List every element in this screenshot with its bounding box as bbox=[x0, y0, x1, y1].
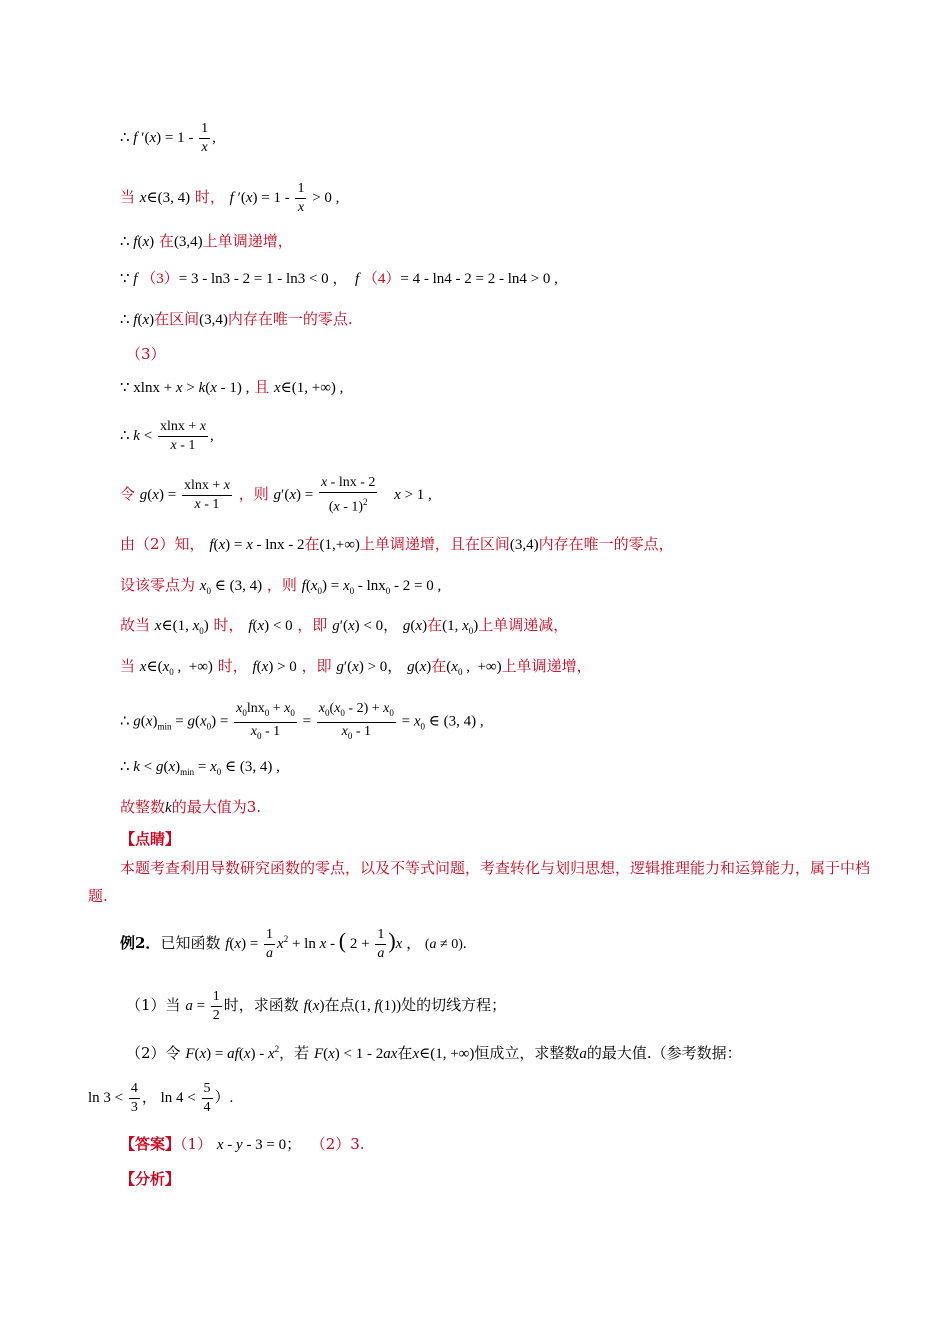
q2-let: （2）令 bbox=[126, 1044, 181, 1062]
q1-tangent: 处的切线方程； bbox=[401, 995, 507, 1014]
text-zai-2: 在 bbox=[304, 535, 320, 553]
text-zai-4: 在 bbox=[431, 657, 447, 675]
interval-1-inf: (1,+∞) bbox=[319, 537, 360, 553]
q2-if: ，若 bbox=[279, 1044, 310, 1062]
text-so-when: 故当 bbox=[120, 616, 151, 634]
dianjing-label: 【点睛】 bbox=[120, 830, 181, 848]
text-unique-zero: 内存在唯一的零点. bbox=[227, 310, 353, 328]
text-max-value: 的最大值为3. bbox=[171, 798, 261, 816]
interval-34-c: (3,4) bbox=[509, 537, 539, 553]
decreasing-line: 故当 x∈(1, $x_0$) 时， f(x) < 0 ，即 g′(x) < 0， g(x)在(1, $x_0$)上单调递减， bbox=[120, 616, 569, 636]
text-decreasing: 上单调递减， bbox=[478, 616, 569, 634]
k-conclusion-line: ∴ $k < g(x)_{min} = x_0$ ∈ (3, 4) , bbox=[120, 759, 280, 777]
text-increasing-2: 上单调递增， bbox=[501, 657, 592, 675]
text-set-zero: 设该零点为 bbox=[120, 576, 196, 594]
text-then-2: ，则 bbox=[266, 576, 297, 594]
increasing-line-2: 当 $x\in(x_0$ , +∞) 时， f(x) > 0 ，即 g′(x) > 0， g(x)在($x_0$ , +∞)上单调递增， bbox=[120, 657, 592, 677]
k-bound-line: ∴ k < $\frac{xlnx + x}{x - 1}$ , bbox=[120, 419, 214, 453]
text-increasing: 上单调递增， bbox=[202, 232, 293, 250]
analysis-label: 【分析】 bbox=[120, 1170, 181, 1188]
example-2-line: 例2．已知函数 f(x) = $\frac{1}{a}$ $x^2 + \ln x$ - ( 2 + $\frac{1}{a}$ )x ， (a ≠ 0). bbox=[120, 927, 467, 961]
zero-point-line: 设该零点为 $x_0$ ∈ (3, 4) ，则 $f(x_0) = x_0 - \ln x_0 - 2 = 0$ , bbox=[120, 576, 442, 596]
text-so-integer: 故整数 bbox=[120, 798, 166, 816]
q2-var-a: a bbox=[579, 1046, 587, 1062]
text-zai-3: 在 bbox=[427, 616, 443, 634]
unique-zero-line: ∴ f(x)在区间(3,4)内存在唯一的零点. bbox=[120, 310, 353, 328]
increasing-line: ∴ f(x) 在(3,4)上单调递增， bbox=[120, 232, 293, 250]
values-line: ∵ f （3）= 3 - ln3 - 2 = 1 - ln3 < 0 ， f （4）= 4 - ln4 - 2 = 2 - ln4 > 0 , bbox=[120, 271, 558, 287]
var-k: k bbox=[165, 800, 172, 816]
text-ie: ，即 bbox=[297, 616, 328, 634]
part-3-label: （3） bbox=[126, 345, 166, 363]
text-then: ，则 bbox=[238, 484, 269, 503]
q1-when: （1）当 bbox=[126, 995, 181, 1014]
derivative-line: ∴ f ′(x) = 1 - $\frac{1}{x}$ , bbox=[120, 121, 216, 155]
reference-data-line: ln 3 < $\frac{4}{3}$ ， ln 4 < $\frac{5}{4}$ ）. bbox=[88, 1081, 234, 1115]
dianjing-text: 本题考查利用导数研究函数的零点，以及不等式问题，考查转化与划归思想，逻辑推理能力和运算能力，属于中档题. bbox=[88, 859, 871, 905]
text-inc-and-interval: 上单调递增，且在区间 bbox=[359, 535, 510, 553]
answer-line: 【答案】（1） x - y - 3 = 0； （2）3. bbox=[120, 1135, 365, 1153]
text-unique-zero-2: 内存在唯一的零点， bbox=[538, 535, 674, 553]
from-part2-line: 由（2）知， f(x) = x - lnx - 2在(1,+∞)上单调递增，且在区间(3,4)内存在唯一的零点， bbox=[120, 535, 674, 553]
text-interval: 在区间 bbox=[154, 310, 200, 328]
interval-derivative-line: 当 x∈(3, 4) 时， f ′(x) = 1 - $\frac{1}{x}$ > 0 , bbox=[120, 181, 340, 215]
arg-4: （4） bbox=[362, 271, 401, 287]
question-2-line: （2）令 $F(x) = af(x) - x^2$，若 F(x) < 1 - 2ax在x∈(1, +∞)恒成立，求整数a的最大值.（参考数据： bbox=[126, 1044, 742, 1062]
text-time-2: 时， bbox=[213, 616, 244, 634]
example-2-label: 例2． bbox=[120, 933, 161, 952]
q2-always: 恒成立，求整数 bbox=[474, 1044, 580, 1062]
g-min-line: ∴ $g(x)_{min} = g(x_0)$ = $\frac{x_0\ln x_0 + x_0}{x_0 - 1}$ = $\frac{x_0(x_0 - 2) + x_0}{x_0 - 1}$ = $x_0$ ∈ (3, 4) , bbox=[120, 701, 484, 741]
interval-34: (3,4) bbox=[173, 234, 203, 250]
text-time-3: 时， bbox=[217, 657, 248, 675]
q1-at-point: 在点 bbox=[324, 995, 355, 1014]
text-ie-2: ，即 bbox=[301, 657, 332, 675]
answer-label: 【答案】 bbox=[120, 1135, 181, 1153]
arg-3: （3） bbox=[141, 271, 179, 287]
text-when-2: 当 bbox=[120, 657, 136, 675]
q1-find: 时，求函数 bbox=[223, 995, 299, 1014]
text-and: 且 bbox=[254, 378, 270, 396]
text-when: 当 bbox=[120, 187, 136, 206]
final-answer-line bbox=[120, 796, 890, 819]
text-from-2: 由（2）知， bbox=[120, 535, 205, 553]
text-let: 令 bbox=[120, 484, 136, 503]
text-time: 时， bbox=[194, 187, 225, 206]
example-2-intro: 已知函数 bbox=[160, 933, 221, 952]
text-zai: 在 bbox=[158, 232, 174, 250]
inequality-line: ∵ xlnx + x > k(x - 1) , 且 x∈(1, +∞) , bbox=[120, 378, 344, 396]
question-1-line: （1）当 a = $\frac{1}{2}$ 时，求函数 f(x)在点(1, f(1))处的切线方程； bbox=[126, 989, 507, 1023]
g-definition-line: 令 g(x) = $\frac{xlnx + x}{x - 1}$ ，则 g′(x) = $\frac{x - \ln x - 2}{(x - 1)^2}$ x > 1 , bbox=[120, 475, 432, 515]
q2-zai: 在 bbox=[397, 1044, 413, 1062]
q2-max-ref: 的最大值.（参考数据： bbox=[586, 1044, 742, 1062]
interval-34-b: (3,4) bbox=[199, 312, 228, 328]
